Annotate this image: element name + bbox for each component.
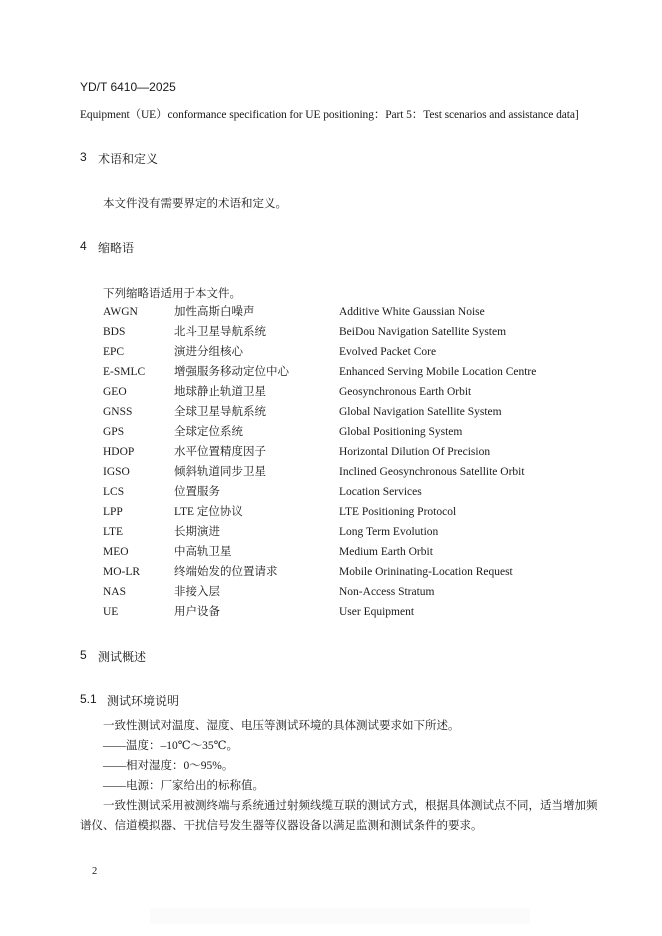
document-english-title: Equipment（UE）conformance specification for UE positioning：Part 5：Test scenarios and assistance data] bbox=[80, 109, 579, 121]
abbreviation-code: E-SMLC bbox=[103, 366, 146, 378]
abbreviation-english: User Equipment bbox=[339, 606, 415, 618]
section-3-body: 本文件没有需要界定的术语和定义。 bbox=[103, 198, 287, 210]
abbreviation-english: Evolved Packet Core bbox=[339, 346, 437, 358]
abbreviation-chinese: 位置服务 bbox=[174, 486, 220, 498]
abbreviation-chinese: 北斗卫星导航系统 bbox=[174, 326, 266, 338]
abbreviation-row bbox=[103, 442, 583, 462]
abbreviation-code: NAS bbox=[103, 586, 127, 598]
section-5-1-line: ——相对湿度：0～95%。 bbox=[103, 760, 234, 772]
section-4-title: 缩略语 bbox=[98, 241, 135, 255]
abbreviation-row bbox=[103, 302, 583, 322]
section-5-title: 测试概述 bbox=[98, 650, 147, 664]
section-5-1-title: 测试环境说明 bbox=[107, 694, 180, 708]
abbreviation-chinese: 长期演进 bbox=[174, 526, 220, 538]
section-3-title: 术语和定义 bbox=[98, 152, 159, 166]
abbreviation-chinese: 演进分组核心 bbox=[174, 346, 243, 358]
abbreviation-chinese: 用户设备 bbox=[174, 606, 220, 618]
section-5-1-number: 5.1 bbox=[80, 692, 97, 706]
abbreviation-english: Global Navigation Satellite System bbox=[339, 406, 502, 418]
abbreviation-english: Non-Access Stratum bbox=[339, 586, 435, 598]
abbreviation-chinese: 非接入层 bbox=[174, 586, 220, 598]
abbreviation-english: Additive White Gaussian Noise bbox=[339, 306, 485, 318]
abbreviation-chinese: 地球静止轨道卫星 bbox=[174, 386, 266, 398]
abbreviation-english: Location Services bbox=[339, 486, 422, 498]
abbreviation-code: IGSO bbox=[103, 466, 130, 478]
abbreviation-english: Enhanced Serving Mobile Location Centre bbox=[339, 366, 537, 378]
abbreviation-chinese: 全球定位系统 bbox=[174, 426, 243, 438]
section-3-number: 3 bbox=[80, 150, 87, 164]
abbreviation-english: Medium Earth Orbit bbox=[339, 546, 433, 558]
abbreviation-row bbox=[103, 562, 583, 582]
abbreviation-code: GEO bbox=[103, 386, 127, 398]
abbreviation-chinese: LTE 定位协议 bbox=[174, 506, 243, 518]
abbreviation-english: Global Positioning System bbox=[339, 426, 463, 438]
abbreviation-code: BDS bbox=[103, 326, 126, 338]
abbreviation-row bbox=[103, 582, 583, 602]
abbreviation-code: LTE bbox=[103, 526, 124, 538]
abbreviation-code: AWGN bbox=[103, 306, 138, 318]
abbreviation-code: HDOP bbox=[103, 446, 135, 458]
abbreviation-chinese: 终端始发的位置请求 bbox=[174, 566, 278, 578]
abbreviation-code: LCS bbox=[103, 486, 125, 498]
abbreviation-row bbox=[103, 402, 583, 422]
abbreviation-row bbox=[103, 602, 583, 622]
abbreviation-row bbox=[103, 482, 583, 502]
abbreviation-chinese: 水平位置精度因子 bbox=[174, 446, 266, 458]
abbreviation-code: GNSS bbox=[103, 406, 133, 418]
abbreviation-row bbox=[103, 542, 583, 562]
abbreviation-chinese: 增强服务移动定位中心 bbox=[174, 366, 289, 378]
section-5-1-line: ——电源：厂家给出的标称值。 bbox=[103, 780, 264, 792]
abbreviation-list bbox=[103, 302, 583, 622]
abbreviation-row bbox=[103, 382, 583, 402]
abbreviation-chinese: 全球卫星导航系统 bbox=[174, 406, 266, 418]
section-5-1-line: 一致性测试对温度、湿度、电压等测试环境的具体测试要求如下所述。 bbox=[103, 720, 460, 732]
document-code: YD/T 6410—2025 bbox=[80, 80, 176, 94]
abbreviation-chinese: 倾斜轨道同步卫星 bbox=[174, 466, 266, 478]
abbreviation-row bbox=[103, 522, 583, 542]
abbreviations-intro: 下列缩略语适用于本文件。 bbox=[103, 288, 241, 300]
abbreviation-english: LTE Positioning Protocol bbox=[339, 506, 457, 518]
abbreviation-row bbox=[103, 342, 583, 362]
abbreviation-code: MO-LR bbox=[103, 566, 141, 578]
abbreviation-row bbox=[103, 422, 583, 442]
abbreviation-english: BeiDou Navigation Satellite System bbox=[339, 326, 507, 338]
section-5-number: 5 bbox=[80, 648, 87, 662]
abbreviation-chinese: 加性高斯白噪声 bbox=[174, 306, 255, 318]
page-number: 2 bbox=[92, 866, 98, 877]
abbreviation-row bbox=[103, 322, 583, 342]
abbreviation-row bbox=[103, 462, 583, 482]
footer-watermark-strip bbox=[150, 908, 530, 924]
abbreviation-row bbox=[103, 362, 583, 382]
section-5-1-line: ——温度：–10℃～35℃。 bbox=[103, 740, 238, 752]
abbreviation-english: Long Term Evolution bbox=[339, 526, 439, 538]
abbreviation-english: Mobile Orininating-Location Request bbox=[339, 566, 513, 578]
abbreviation-row bbox=[103, 502, 583, 522]
abbreviation-english: Geosynchronous Earth Orbit bbox=[339, 386, 472, 398]
abbreviation-english: Horizontal Dilution Of Precision bbox=[339, 446, 491, 458]
abbreviation-code: EPC bbox=[103, 346, 125, 358]
abbreviation-code: MEO bbox=[103, 546, 129, 558]
abbreviation-english: Inclined Geosynchronous Satellite Orbit bbox=[339, 466, 525, 478]
abbreviation-code: GPS bbox=[103, 426, 125, 438]
section-5-1-line: 谱仪、信道模拟器、干扰信号发生器等仪器设备以满足监测和测试条件的要求。 bbox=[80, 820, 483, 832]
section-5-1-line: 一致性测试采用被测终端与系统通过射频线缆互联的测试方式，根据具体测试点不同，适当增加频 bbox=[103, 800, 598, 812]
abbreviation-code: UE bbox=[103, 606, 119, 618]
section-4-number: 4 bbox=[80, 239, 87, 253]
abbreviation-code: LPP bbox=[103, 506, 123, 518]
abbreviation-chinese: 中高轨卫星 bbox=[174, 546, 232, 558]
